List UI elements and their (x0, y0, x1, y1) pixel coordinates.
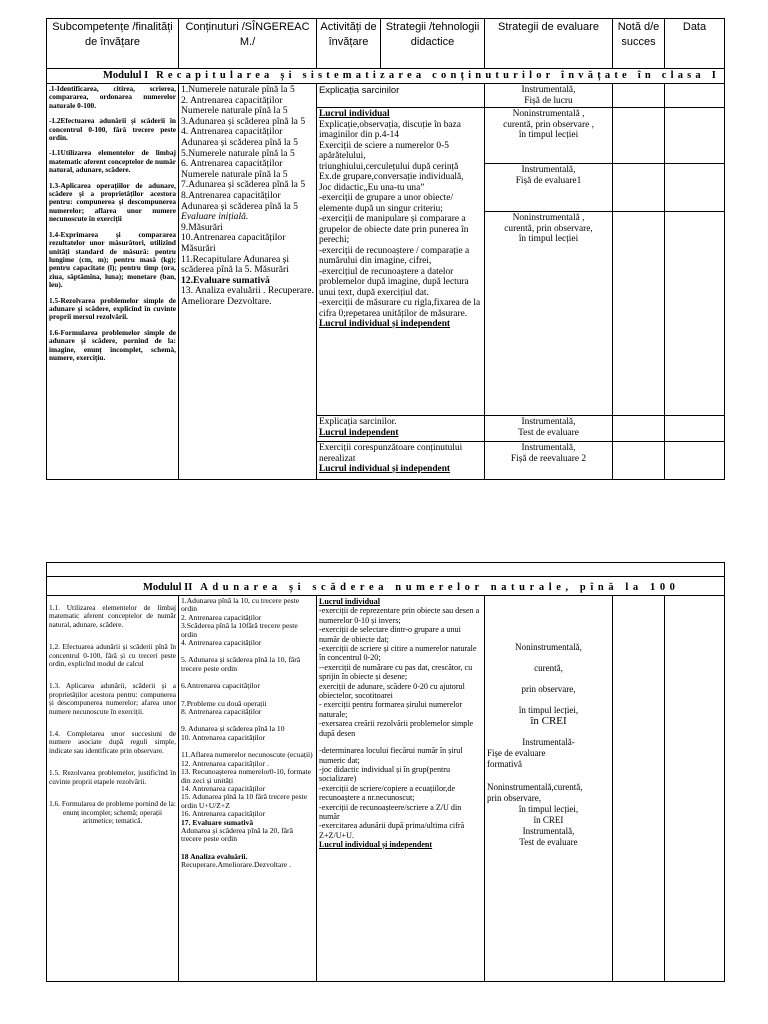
competence-item: -1.1Utilizarea elementelor de limbaj matematic aferent conceptelor de număr natural, adunare, scădere. (49, 148, 176, 175)
content-item: 9. Adunarea și scăderea pînă la 10 (181, 724, 285, 734)
content-item: 6. Antrenarea capacităților (181, 158, 283, 170)
module-1-activities (317, 108, 485, 416)
activity-item: -exerciții de grupare a unor obiecte/ elemente după un singur criteriu; (319, 193, 454, 214)
content-item: 3.Adunarea și scăderea pînă la 5 (181, 115, 306, 127)
content-item: 4. Antrenarea capacităților (181, 126, 283, 138)
date-cell (665, 164, 725, 212)
content-item: 18 Analiza evaluării. (181, 851, 248, 861)
content-item: 11.Aflarea numerelor necunoscute (ecuații) (181, 750, 313, 760)
activity-item: Explicația sarcinilor (319, 84, 400, 95)
header-success-note: Notă d/e succes (613, 19, 665, 69)
eval-item: Fișă de reevaluare 2 (510, 453, 587, 464)
activity-item: exerciții de adunare, scădere 0-20 cu ajutorul obiectelor, socotitoarei (319, 681, 465, 701)
activity-gap (319, 738, 482, 746)
eval-item: Fișe de evaluare (487, 748, 546, 758)
content-item: 9.Măsurări (181, 221, 223, 233)
module-1-competences (47, 84, 179, 480)
content-item: Adunarea și scăderea pînă la 20, fără trecere peste ordin (181, 825, 293, 844)
activity-item: - exerciții pentru formarea șirului numerelor naturale; (319, 700, 463, 719)
eval-item: Noninstrumentală, (515, 642, 582, 652)
content-item: Numerele naturale pînă la 5 (181, 168, 288, 180)
success-cell (613, 212, 665, 416)
activity-item: Exerciții corespunzătoare conținutului nerealizat (319, 443, 463, 464)
module-2-top-line (47, 563, 725, 577)
module-1-activity-test (317, 416, 485, 442)
eval-item: Instrumentală- (522, 737, 575, 747)
eval-item: prin observare, (521, 684, 576, 694)
activity-item: -exerciții de măsurare cu rigla,fixarea de la cifra 0;repetarea unităților de măsurare. (319, 298, 481, 319)
content-item: 17. Evaluare sumativă (181, 817, 254, 827)
activity-item: Lucrul individual și independent (319, 319, 451, 330)
eval-item: în timpul lecției (518, 234, 579, 245)
module-1-title-row (47, 69, 725, 84)
success-cell (613, 596, 665, 982)
eval-item: curentă, prin observare , (503, 119, 594, 130)
planning-table-module-1 (46, 18, 725, 480)
content-item: 12.Evaluare sumativă (181, 274, 270, 286)
module-2-title: Modulul II (143, 582, 193, 593)
competence-item: 1.1. Utilizarea elementelor de limbaj matematic aferent conceptelor de număr natural, adunare, scădere. (49, 603, 176, 629)
content-item: 13. Recunoașterea numerelor0-10, formate din zeci și unități (181, 767, 312, 785)
content-item: 2. Antrenarea capacităților (181, 94, 283, 106)
content-item: 11.Recapitulare Adunarea și scăderea pînă la 5. Măsurări (181, 253, 290, 276)
module-2-subtitle: Adunarea și scăderea numerelor naturale, pînă la 100 (200, 582, 680, 593)
activity-item: Lucrul individual și independent (319, 464, 451, 475)
module-1-activity-reevaluation (317, 442, 485, 480)
module-1-eval-6 (485, 442, 613, 480)
date-cell (665, 108, 725, 164)
module-2-evaluation (485, 596, 613, 982)
eval-item: Noninstrumentală,curentă, (487, 782, 583, 792)
competence-item: 1.6-Formularea problemelor simple de adunare și scădere, pornind de la: imagine, enunț incomplet, schemă, numere, exercițiu. (49, 327, 176, 362)
eval-item: Instrumentală, (521, 417, 576, 428)
activity-item: -determinarea locului fiecărui număr în șirul numeric dat; (319, 746, 463, 765)
eval-item: în CREI (530, 715, 567, 727)
eval-item: în timpul lecției, (518, 705, 579, 715)
eval-item: formativă (487, 759, 522, 769)
activity-item: Joc didactic„Eu una-tu una” (319, 182, 425, 193)
module-1-eval-4 (485, 212, 613, 416)
content-item: Adunarea și scăderea pînă la 5 (181, 200, 298, 212)
content-item: 3.Scăderea pînă la 10fără trecere peste ordin (181, 621, 298, 639)
competence-item: 1.4. Completarea unor succesiuni de numere asociate după reguli simple, indicate sau identificate prin observare. (49, 729, 176, 755)
activity-item: -exersarea creării rezolvării problemelor simple după desen (319, 719, 474, 738)
content-item: 14. Antrenarea capacităților (181, 783, 266, 793)
module-2-activities (317, 596, 485, 982)
eval-item: Test de evaluare (519, 837, 578, 847)
content-item: 2. Antrenarea capacităților (181, 612, 262, 622)
content-item: 15. Adunarea pînă la 10 fără trecere peste ordin U+U/Z+Z (181, 792, 308, 810)
success-cell (613, 442, 665, 480)
activity-item: Ex.de grupare,conversație individuală, (319, 172, 464, 183)
success-cell (613, 84, 665, 108)
activity-item: -exerciții de scriere/copiere a ecuațiilor,de recunoaștere a nr.necunoscut; (319, 783, 456, 803)
activity-item: -exerciții de selectare dintr-o grupare a unui număr de obiecte dat; (319, 625, 461, 644)
activity-item: Lucrul individual (319, 109, 390, 120)
header-activities: Activități de învățare (317, 19, 381, 69)
module-1-eval-5 (485, 416, 613, 442)
eval-item: în timpul lecției (518, 130, 579, 141)
header-subcompetences: Subcompetențe /finalități de învățare (47, 19, 179, 69)
activity-item: Exerciții de sciere a numerelor 0-5 apărătelului, (319, 140, 449, 162)
module-2-title-row (47, 577, 725, 596)
date-cell (665, 596, 725, 982)
competence-item: 1.2. Efectuarea adunării și scăderii pînă în concentrul 0-100, fără și cu treceri peste ordin, explicînd modul de calcul (49, 642, 176, 669)
eval-item: prin observare, (487, 793, 541, 803)
activity-item: -exerciții de reprezentare prin obiecte sau desen a numerelor 0-10 și invers; (319, 606, 480, 625)
activity-item: -exerciții de recunoașteere/scriere a Z/U din număr (319, 802, 462, 821)
activity-item: --exerciții de numărare cu pas dat, crescător, cu sprijin în obiecte și desene; (319, 662, 473, 682)
eval-item: Fișă de lucru (524, 95, 573, 106)
eval-item: Instrumentală, (521, 85, 576, 95)
activity-item: -exerciții de manipulare și comparare a grupelor de obiecte date prin punerea în perechi; (319, 214, 469, 246)
activity-item: Lucrul independent (319, 427, 399, 438)
competence-item: 1.3-Aplicarea operațiilor de adunare, scădere și a proprietăților acestora pentru: compunerea și descompunerea numerelor; aflarea unor numere necunoscute în exerciții (49, 180, 176, 224)
eval-item: curentă, (534, 663, 563, 673)
content-item: 16. Antrenarea capacităților (181, 809, 266, 819)
content-item: 7.Probleme cu două operații (181, 698, 267, 708)
content-item: Recuperare.Ameliorare.Dezvoltare . (181, 860, 292, 870)
eval-item: Instrumentală, (521, 443, 576, 454)
eval-item: Noninstrumentală , (512, 213, 585, 224)
module-1-eval-1 (485, 84, 613, 108)
activity-item: unui text, după exercițiul dat. (319, 287, 429, 298)
content-item: 1.Adunarea pînă la 10, cu trecere peste ordin (181, 596, 300, 614)
activity-item: Explicație,observația, discuție în baza imaginilor din p.4-14 (319, 119, 461, 141)
activity-item: -exerciții de recunoaștere / comparație a numărului din imagine, cifrei, (319, 245, 470, 267)
content-item: 6.Antrenarea capacităților (181, 681, 260, 691)
eval-item: în CREI (533, 815, 564, 825)
module-1-eval-2 (485, 108, 613, 164)
activity-item: -exercitarea adunării după prima/ultima cifră Z+Z/U+U. (319, 821, 465, 840)
header-contents: Conținuturi /SÎNGEREAC M./ (179, 19, 317, 69)
competence-item: 1.5-Rezolvarea problemelor simple de adunare și scădere, explicînd în cuvinte proprii mersul rezolvării. (49, 295, 176, 322)
eval-item: Instrumentală, (522, 826, 575, 836)
eval-item: Instrumentală, (521, 165, 576, 176)
date-cell (665, 416, 725, 442)
content-item: 1.Numerele naturale pînă la 5 (181, 84, 295, 95)
date-cell (665, 442, 725, 480)
success-cell (613, 164, 665, 212)
content-item: Evaluare inițială. (181, 211, 249, 223)
content-item: 5. Adunarea și scăderea pînă la 10, fără trecere peste ordin (181, 655, 301, 673)
eval-item: Noninstrumentală , (512, 109, 585, 120)
activity-item: triunghiului,cerculețului după cerință (319, 161, 459, 172)
module-1-activity-intro (317, 84, 485, 108)
eval-item: curentă, prin observare, (504, 223, 593, 234)
module-1-subtitle: Recapitularea și sistematizarea conținuturilor învățate în clasa I (156, 70, 720, 81)
date-cell (665, 84, 725, 108)
header-date: Data (665, 19, 725, 69)
success-cell (613, 416, 665, 442)
success-cell (613, 108, 665, 164)
competence-item: -1.2Efectuarea adunării și scăderii în concentrul 0-100, fără trecere peste ordin. (49, 116, 176, 143)
content-item: Numerele naturale pînă la 5 (181, 105, 288, 117)
header-evaluation: Strategii de evaluare (485, 19, 613, 69)
activity-item: -joc didactic individual și în grup(pentru socializare) (319, 764, 451, 784)
module-2-contents (179, 596, 317, 982)
activity-item: Lucrul individual (319, 597, 380, 606)
content-item: 5.Numerele naturale pînă la 5 (181, 147, 295, 159)
module-2-competences (47, 596, 179, 982)
activity-item: Explicația sarcinilor. (319, 417, 397, 428)
header-strategies: Strategii /tehnologii didactice (381, 19, 485, 69)
planning-table-module-2 (46, 562, 725, 982)
module-1-contents (179, 84, 317, 480)
competence-item: 1.3. Aplicarea adunării, scăderii și a proprietăților acestora pentru: compunerea și descompunerea numerelor; afarea unor numere necunoscute în exerciții. (49, 681, 176, 716)
module-1-title: Modulul I (103, 70, 149, 81)
eval-item: în timpul lecției, (518, 804, 579, 814)
competence-item: 1.6. Formularea de probleme pornind de la: enunț incomplet; schemă; operații aritmetice; tematică. (49, 799, 176, 825)
content-item: Măsurări (181, 242, 216, 254)
content-item: 10. Antrenarea capacităților (181, 732, 266, 742)
date-cell (665, 212, 725, 416)
competence-item: 1.4-Exprimarea și compararea rezultatelor unor măsurători, utilizînd unități standard de măsură: pentru lungime (cm, m); pentru masă (kg); pentru capacitate (l); pentru timp (ora, ziua, săptămîna, luna); monetare (ban, leu). (49, 229, 176, 290)
content-item: 8.Antrenarea capacităților (181, 189, 281, 201)
eval-item: Test de evaluare (518, 427, 579, 438)
eval-item: Fișă de evaluare1 (515, 175, 582, 186)
activity-item: -exerciții de scriere și citire a numerelor naturale în concentrul 0-20; (319, 644, 477, 663)
activity-item: -exercițiul de recunoaștere a datelor problemelor după imagine, după lectura (319, 266, 469, 288)
content-item: 8. Antrenarea capacităților (181, 707, 262, 717)
competence-item: .1-Identificarea, citirea, scrierea, compararea, ordonarea numerelor naturale 0-100. (49, 84, 176, 110)
content-item: 10.Antrenarea capacităților (181, 232, 286, 244)
content-item: Adunarea și scăderea pînă la 5 (181, 136, 298, 148)
content-item: 13. Analiza evaluării . Recuperare. Ameliorare Dezvoltare. (181, 285, 314, 307)
module-1-eval-3 (485, 164, 613, 212)
competence-item: 1.5. Rezolvarea problemelor, justificînd în cuvinte proprii etapele rezolvării. (49, 768, 176, 786)
content-item: 12. Antrenarea capacităților . (181, 758, 269, 768)
content-item: 4. Antrenarea capacităților (181, 638, 262, 648)
activity-item: Lucrul individual și independent (319, 840, 433, 850)
content-item: 7.Adunarea și scăderea pînă la 5 (181, 179, 306, 191)
